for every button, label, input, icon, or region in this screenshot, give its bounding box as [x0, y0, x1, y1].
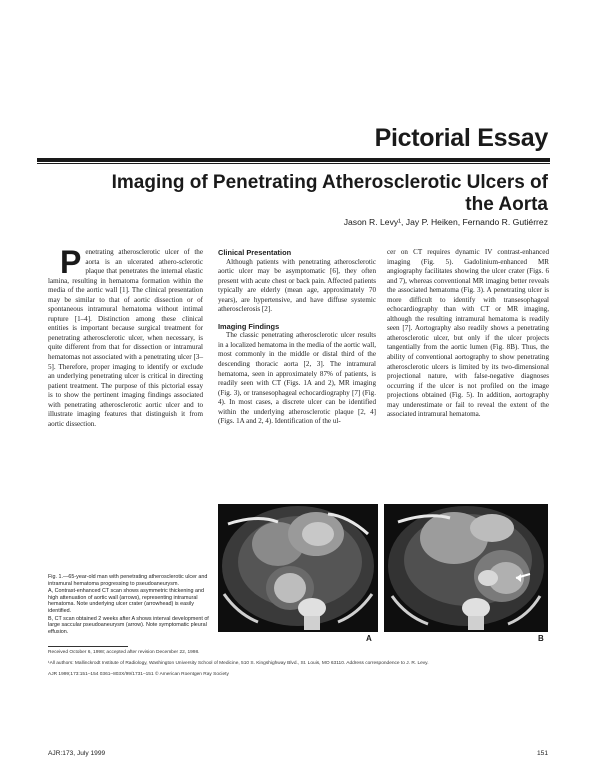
- article-title: Imaging of Penetrating Atherosclerotic Ulcers of the Aorta: [111, 172, 548, 215]
- ct-image-a: [218, 504, 378, 632]
- author-list: Jason R. Levy¹, Jay P. Heiken, Fernando R. Gutiérrez: [343, 217, 548, 227]
- imaging-paragraph: The classic penetrating atherosclerotic ulcer results in a localized hematoma in the media of the aortic wall, most commonly in the middle or distal third of the descending thoracic aorta [2, 3]. The intramural hematoma, seen in approximately 87% of patients, is readily seen with CT (Figs. 1A and 2), MR imaging (Fig. 3), or transesophageal echocardiography [7] (Fig. 4). In most cases, a discrete ulcer can be identified within the underlying atherosclerotic plaque [2, 4] (Figs. 1A and 2, 4). Identification of the ul-: [218, 331, 376, 426]
- section-title: Pictorial Essay: [374, 124, 548, 152]
- body-column-1: [48, 244, 203, 429]
- affiliation-note: ¹All authors: Mallinckrodt Institute of Radiology, Washington University School of Medicine, 510 S. Kingshighway Blvd., St. Louis, MO 63110. Address correspondence to J. R. Levy.: [48, 661, 429, 666]
- panel-label-a: A: [366, 634, 372, 643]
- section-heading-imaging: Imaging Findings: [218, 321, 280, 331]
- body-column-2: [218, 248, 376, 427]
- imaging-paragraph-continued: cer on CT requires dynamic IV contrast-enhanced imaging (Fig. 5). Gadolinium-enhanced MR angiography facilitates showing the ulcer crater (Figs. 6 and 7), whereas conventional MR imaging better reveals the associated hematoma (Fig. 3). A penetrating ulcer is more difficult to identify with transesophageal echocardiography than with CT or MR imaging, although the resulting intramural hematoma is readily seen [7]. Aortography also readily shows a penetrating atherosclerotic ulcer, but only if the ulcer projects tangentially from the aortic lumen (Fig. 8B). Thus, the ability of conventional aortography to show penetrating atherosclerotic ulcers is limited by its two-dimensional projectional nature, with false-negative diagnoses occurring if the ulcer is not profiled on the image projections obtained (Fig. 5). In addition, aortography may underestimate or fail to reveal the extent of the associated intramural hematoma.: [387, 248, 549, 419]
- section-heading-clinical: Clinical Presentation: [218, 248, 292, 257]
- ct-image-b: [384, 504, 548, 632]
- intro-paragraph: the internal elastic lamina, resulting in hematoma formation within the media of the aortic wall [1]. The clinical presentation may be similar to that of aortic dissection or of spontaneous intramural hematoma without intimal rupture [1–4]. Distinction among these clinical entities is important because surgical treatment for penetrating atherosclerotic ulcer, when necessary, is quite different from that for dissection or intramural hematomas not associated with a penetrating ulcer [3–5]. Therefore, proper imaging to identify or exclude an underlying penetrating ulcer is critical in directing patient treatment. The purpose of this pictorial essay is to show the pertinent imaging findings associated with penetrating atherosclerotic aortic ulcer and to illustrate imaging features that distinguish it from aortic dissection.: [48, 267, 203, 428]
- clinical-paragraph: Although patients with penetrating atherosclerotic aortic ulcer may be asymptomatic [6], they often present with acute chest or back pain. Affected patients typically are elderly (mean age, approximately 70 years), are hypertensive, and have diffuse systemic atherosclerosis [2].: [218, 257, 376, 314]
- figure-caption: [48, 574, 214, 636]
- intro-paragraph-start: enetrating atherosclerotic ulcer of the aorta is an ulcerated athero-sclerotic plaque that penetrates: [85, 248, 203, 276]
- drop-cap: P: [60, 244, 82, 280]
- panel-label-b: B: [538, 634, 544, 643]
- title-rule: [37, 158, 550, 162]
- journal-issue: AJR:173, July 1999: [48, 750, 106, 757]
- footnote-rule: [48, 646, 128, 647]
- caption-b: B, CT scan obtained 2 weeks after A shows interval development of large saccular pseudoaneurysm (arrow). Note symptomatic pleural effusion.: [48, 615, 209, 635]
- caption-title: Fig. 1.—65-year-old man with penetrating atherosclerotic ulcer and intramural hematoma progressing to pseudoaneurysm.: [48, 574, 208, 587]
- citation-note: AJR 1999;173:151–154 0361–803X/99/1731–151 © American Roentgen Ray Society: [48, 672, 229, 677]
- body-column-3: [387, 248, 549, 420]
- title-rule-thin: [37, 163, 550, 164]
- page-number: 151: [536, 750, 548, 757]
- received-note: Received October 6, 1998; accepted after revision December 22, 1998.: [48, 650, 200, 655]
- caption-a: A, Contrast-enhanced CT scan shows asymmetric thickening and high attenuation of aortic wall (arrows), representing intramural hematoma. Note underlying ulcer crater (arrowhead) is easily identified.: [48, 588, 205, 614]
